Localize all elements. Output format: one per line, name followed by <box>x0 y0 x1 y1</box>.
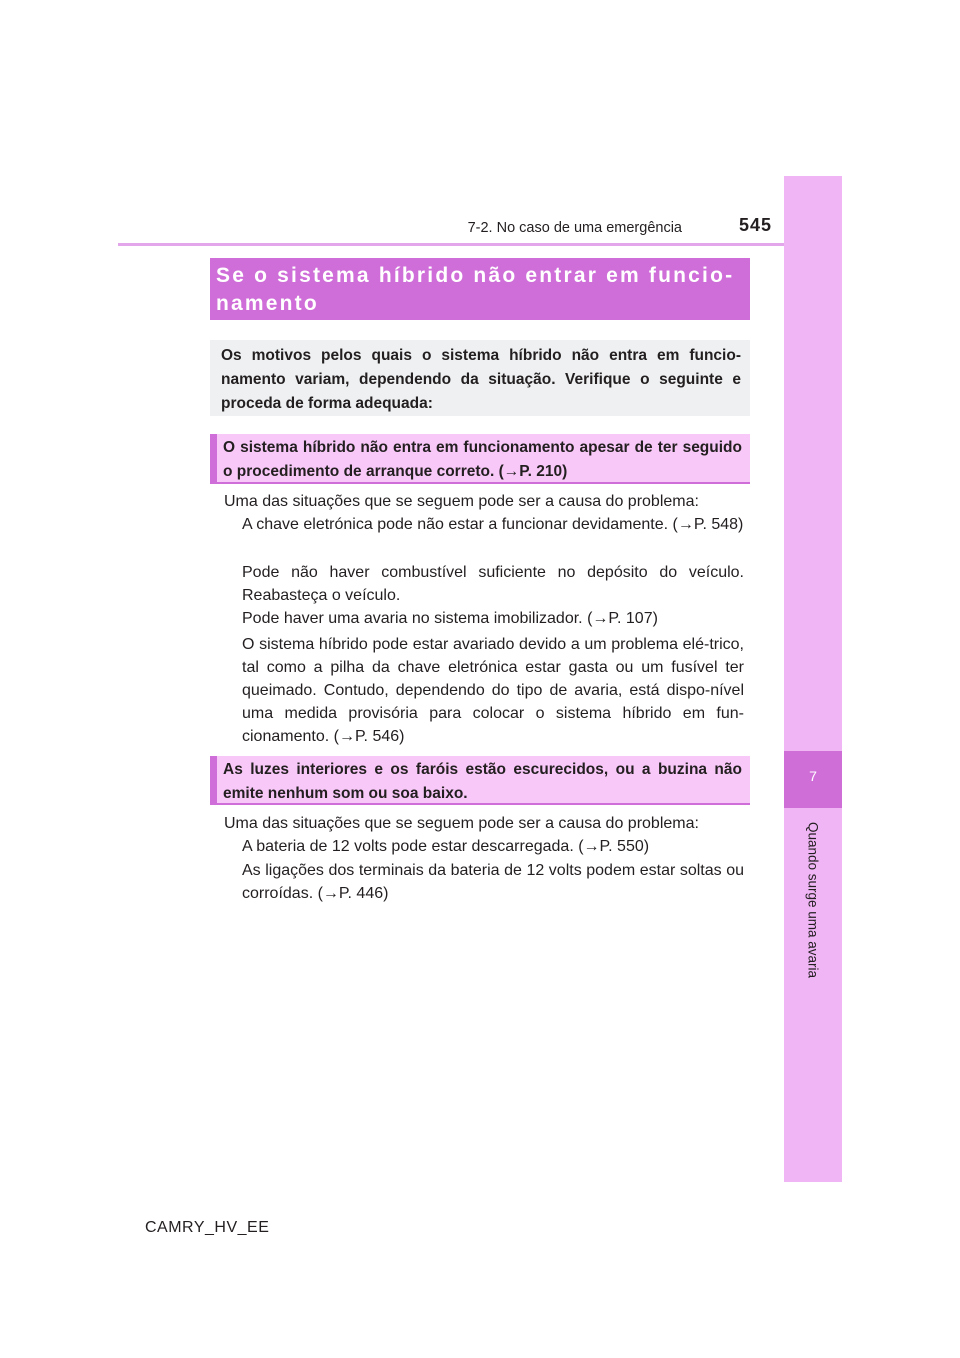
chapter-number: 7 <box>809 768 817 784</box>
section-1-item-4: O sistema híbrido pode estar avariado devido a um problema elé-trico, tal como a pilha da chave eletrónica estar gasta ou um fusível ter queimado. Contudo, dependendo do tipo de avaria, está dispo-nível uma medida provisória para colocar o sistema híbrido em fun-cionamento. (→P. 546) <box>242 636 744 745</box>
section-1-item-3: Pode haver uma avaria no sistema imobilizador. (→P. 107) <box>242 610 658 627</box>
chapter-side-tab <box>784 176 842 1182</box>
section-1-heading: O sistema híbrido não entra em funcionamento apesar de ter seguido o procedimento de arranque correto. (→P. 210) <box>223 439 742 480</box>
section-1-heading-bar <box>210 434 217 483</box>
header-rule <box>118 243 841 246</box>
page-title-line-2: namento <box>216 292 319 315</box>
section-2-heading: As luzes interiores e os faróis estão escurecidos, ou a buzina não emite nenhum som ou soa baixo. <box>223 761 742 802</box>
page-title-line-1: Se o sistema híbrido não entrar em funcio- <box>216 264 735 287</box>
section-2-heading-bar <box>210 756 217 805</box>
section-2-item-2: As ligações dos terminais da bateria de 12 volts podem estar soltas ou corroídas. (→P. 446) <box>242 862 744 902</box>
page-title <box>216 262 750 318</box>
document-code: CAMRY_HV_EE <box>145 1219 270 1236</box>
page-number: 545 <box>738 215 772 235</box>
section-1-item-2: Pode não haver combustível suficiente no depósito do veículo. Reabasteça o veículo. <box>242 564 744 604</box>
section-2-item-1: A bateria de 12 volts pode estar descarregada. (→P. 550) <box>242 838 650 855</box>
section-1-lead: Uma das situações que se seguem pode ser a causa do problema: <box>224 493 699 510</box>
chapter-title: Quando surge uma avaria <box>805 821 821 979</box>
intro-text: Os motivos pelos quais o sistema híbrido não entra em funcio-namento variam, dependendo da situação. Verifique o seguinte e proceda de forma adequada: <box>221 347 741 412</box>
section-breadcrumb: 7-2. No caso de uma emergência <box>467 220 682 236</box>
section-1-item-1: A chave eletrónica pode não estar a funcionar devidamente. (→P. 548) <box>242 516 744 533</box>
section-2-lead: Uma das situações que se seguem pode ser a causa do problema: <box>224 815 699 832</box>
